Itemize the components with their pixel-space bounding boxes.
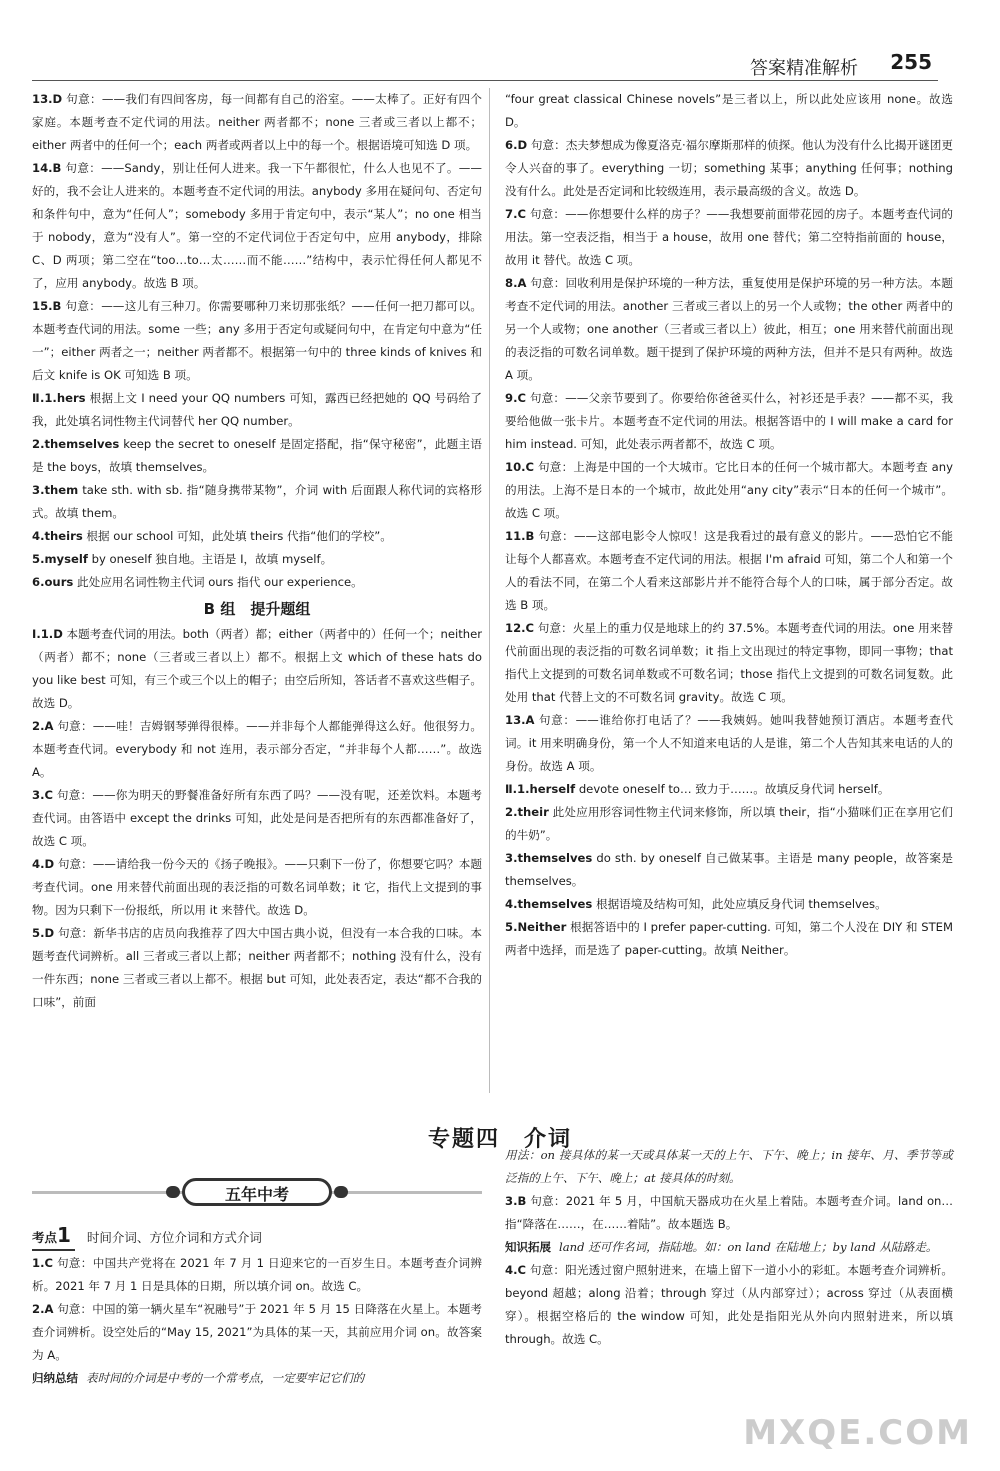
- answer-item: [32, 433, 482, 479]
- left-bottom-column: [32, 1252, 482, 1390]
- answer-number: 4.D: [32, 857, 55, 871]
- answer-item: [505, 1144, 953, 1190]
- answer-item: [505, 801, 953, 847]
- answer-item: [505, 1236, 953, 1259]
- banner-cap-right: [334, 1186, 348, 1198]
- answer-text: 句意：新华书店的店员向我推荐了四大中国古典小说，但没有一本合我的口味。本题考查代词辨析。all 三者或三者以上都；neither 两者都不；nothing 没有什么，没有一件东西；none 三者或三者以上都不。根据 but 可知，此处表否定，表达“都不合我的口味”，前面: [32, 926, 482, 1009]
- answer-list-topic4-right: [505, 1144, 953, 1351]
- answer-list-group-a: [32, 88, 482, 594]
- answer-item: [505, 778, 953, 801]
- answer-number: 5.myself: [32, 552, 88, 566]
- answer-item: [32, 571, 482, 594]
- answer-text: 句意：——谁给你打电话了？——我姨妈。她叫我替她预订酒店。本题考查代词。it 用来明确身份，第一个人不知道来电话的人是谁，第二个人告知其来电话的人的身份。故选 A 项。: [505, 713, 953, 773]
- kaodian-number: 1: [57, 1223, 71, 1247]
- answer-number: 8.A: [505, 276, 527, 290]
- answer-item: [32, 1298, 482, 1367]
- answer-text: 根据语境及结构可知，此处应填反身代词 themselves。: [595, 897, 887, 911]
- answer-number: 6.ours: [32, 575, 74, 589]
- answer-item: [32, 715, 482, 784]
- note-label: 知识拓展: [505, 1240, 551, 1254]
- answer-number: 3.them: [32, 483, 79, 497]
- header-label: 答案精准解析: [750, 58, 858, 79]
- answer-number: 1.C: [32, 1256, 53, 1270]
- answer-item: [505, 456, 953, 525]
- answer-number: 4.themselves: [505, 897, 593, 911]
- answer-number: 5.D: [32, 926, 55, 940]
- answer-list-right: [505, 88, 953, 962]
- answer-text: 根据上文 I need your QQ numbers 可知，露西已经把她的 QQ 号码给了我，此处填名词性物主代词替代 her QQ number。: [32, 391, 483, 428]
- answer-text: 句意：中国共产党将在 2021 年 7 月 1 日迎来它的一百岁生日。本题考查介词辨析。2021 年 7 月 1 日是具体的日期，所以填介词 on。故选 C。: [32, 1256, 483, 1293]
- answer-text: by oneself 独自地。主语是 I，故填 myself。: [91, 552, 333, 566]
- answer-number: 13.A: [505, 713, 535, 727]
- answer-text: 句意：火星上的重力仅是地球上的约 37.5%。本题考查代词的用法。one 用来替代前面出现的表泛指的可数名词单数；it 指上文出现过的特定事物，即同一事物；that 指代上文提到的可数名词单数或不可数名词；those 指代上文提到的可数名词复数。此处用 that 代替上文的不可数名词 gravity。故选 C 项。: [505, 621, 954, 704]
- answer-text: 此处应用名词性物主代词 ours 指代 our experience。: [77, 575, 363, 589]
- answer-number: 6.D: [505, 138, 528, 152]
- answer-number: 13.D: [32, 92, 63, 106]
- answer-item: [505, 88, 953, 134]
- answer-list-group-b: [32, 623, 482, 1014]
- right-column: [505, 88, 953, 962]
- answer-item: [32, 623, 482, 715]
- answer-number: 15.B: [32, 299, 62, 313]
- answer-text: land 还可作名词，指陆地。如：on land 在陆地上；by land 从陆路走。: [559, 1240, 938, 1254]
- kaodian-heading: [32, 1224, 262, 1251]
- answer-item: [505, 525, 953, 617]
- note-text: 表时间的介词是中考的一个常考点，一定要牢记它们的: [86, 1371, 365, 1385]
- page-header: [32, 44, 968, 78]
- answer-number: 4.theirs: [32, 529, 83, 543]
- answer-text: devote oneself to… 致力于……。故填反身代词 herself。: [578, 782, 890, 796]
- answer-text: keep the secret to oneself 是固定搭配，指“保守秘密”，此题主语是 the boys，故填 themselves。: [32, 437, 482, 474]
- answer-item: [505, 916, 953, 962]
- answer-item: [505, 272, 953, 387]
- answer-text: 句意：——你想要什么样的房子？——我想要前面带花园的房子。本题考查代词的用法。第一空表泛指，相当于 a house，故用 one 替代；第二空特指前面的 house，故用 it 替代。故选 C 项。: [505, 207, 953, 267]
- answer-item: [32, 922, 482, 1014]
- answer-text: “four great classical Chinese novels”是三者以上，所以此处应该用 none。故选 D。: [505, 92, 953, 129]
- answer-text: 句意：阳光透过窗户照射进来，在墙上留下一道小小的彩虹。本题考查介词辨析。beyond 超越；along 沿着；through 穿过（从内部穿过）；across 穿过（从表面横穿）。根据空格后的 the window 可知，此处是指阳光从外向内照射进来，所以填 through。故选 C。: [505, 1263, 953, 1346]
- answer-item: [505, 1259, 953, 1351]
- answer-number: 2.A: [32, 1302, 54, 1316]
- answer-text: 句意：——Sandy，别让任何人进来。我一下午都很忙，什么人也见不了。——好的，我不会让人进来的。本题考查不定代词的用法。anybody 多用在疑问句、否定句和条件句中，意为“任何人”；somebody 多用于肯定句中，表示“某人”；no one 相当于 nobody，意为“没有人”。第一空的不定代词位于否定句中，应用 anybody，排除 C、D 两项；第二空在“too…to…太……而不能……”结构中，表示忙得任何人都见不了，应用 anybody。故选 B 项。: [32, 161, 482, 290]
- answer-text: 句意：——你为明天的野餐准备好所有东西了吗？——没有呢，还差饮料。本题考查代词。由答语中 except the drinks 可知，此处是问是否把所有的东西都准备好了，故选 C 项。: [32, 788, 482, 848]
- answer-item: [32, 784, 482, 853]
- column-divider: [489, 88, 490, 1093]
- answer-item: [505, 387, 953, 456]
- answer-item: [32, 88, 482, 157]
- right-bottom-column: [505, 1144, 953, 1351]
- answer-number: Ⅰ.1.D: [32, 627, 63, 641]
- answer-text: 根据 our school 可知，此处填 theirs 代指“他们的学校”。: [86, 529, 392, 543]
- topic-title: 专题四 介词: [427, 1127, 572, 1152]
- answer-text: 句意：中国的第一辆火星车“祝融号”于 2021 年 5 月 15 日降落在火星上。本题考查介词辨析。设空处后的“May 15, 2021”为具体的某一天，其前应用介词 on。故答案为 A。: [32, 1302, 482, 1362]
- answer-number: 10.C: [505, 460, 535, 474]
- answer-item: [505, 617, 953, 709]
- answer-text: 句意：上海是中国的一个大城市。它比日本的任何一个城市都大。本题考查 any 的用法。上海不是日本的一个城市，故此处用“any city”表示“日本的任何一个城市”。故选 C 项。: [505, 460, 953, 520]
- answer-item: [32, 479, 482, 525]
- answer-text: 本题考查代词的用法。both（两者）都；either（两者中的）任何一个；neither（两者）都不；none（三者或三者以上）都不。根据上文 which of these hats do you like best 可知，有三个或三个以上的帽子；由空后所知，答话者不喜欢这些帽子。故选 D。: [32, 627, 482, 710]
- answer-item: [32, 157, 482, 295]
- answer-text: 句意：2021 年 5 月，中国航天器成功在火星上着陆。本题考查介词。land on…指“降落在……，在……着陆”。故本题选 B。: [505, 1194, 953, 1231]
- answer-number: 12.C: [505, 621, 535, 635]
- answer-number: Ⅱ.1.hers: [32, 391, 86, 405]
- answer-item: [32, 525, 482, 548]
- answer-item: [32, 548, 482, 571]
- section-banner: [32, 1178, 482, 1206]
- answer-item: [505, 709, 953, 778]
- answer-text: 句意：杰夫梦想成为像夏洛克·福尔摩斯那样的侦探。他认为没有什么比揭开谜团更令人兴奋的事了。everything 一切；something 某事；anything 任何事；nothing 没有什么。此处是否定词和比较级连用，表示最高级的含义。故选 D。: [505, 138, 953, 198]
- answer-text: 用法：on 接具体的某一天或具体某一天的上午、下午、晚上；in 接年、月、季节等或泛指的上午、下午、晚上；at 接具体的时刻。: [505, 1148, 953, 1185]
- kaodian-title: 时间介词、方位介词和方式介词: [86, 1230, 262, 1245]
- answer-text: 此处应用形容词性物主代词来修饰，所以填 their，指“小猫咪们正在享用它们的牛奶”。: [505, 805, 954, 842]
- answer-number: 4.C: [505, 1263, 526, 1277]
- answer-item: [505, 847, 953, 893]
- answer-number: 11.B: [505, 529, 535, 543]
- answer-number: 7.C: [505, 207, 526, 221]
- answer-number: 3.themselves: [505, 851, 593, 865]
- answer-text: 句意：——我们有四间客房，每一间都有自己的浴室。——太棒了。正好有四个家庭。本题考查不定代词的用法。neither 两者都不；none 三者或三者以上都不；either 两者中的任何一个；each 两者或两者以上中的每一个。根据语境可知选 D 项。: [32, 92, 482, 152]
- group-title: B 组 提升题组: [203, 600, 311, 618]
- answer-item: [32, 387, 482, 433]
- kaodian-badge-text: 考点: [32, 1230, 58, 1245]
- answer-number: 9.C: [505, 391, 526, 405]
- banner-cap-left: [166, 1186, 180, 1198]
- answer-item: [32, 853, 482, 922]
- answer-number: Ⅱ.1.herself: [505, 782, 576, 796]
- left-column: [32, 88, 482, 1014]
- page-number: 255: [890, 50, 932, 74]
- answer-text: 根据答语中的 I prefer paper-cutting. 可知，第二个人没在 DIY 和 STEM 两者中选择，而是选了 paper-cutting。故填 Neither。: [505, 920, 953, 957]
- answer-item: [505, 203, 953, 272]
- answer-text: 句意：——这部电影令人惊叹！这是我看过的最有意义的影片。——恐怕它不能让每个人都喜欢。本题考查不定代词的用法。根据 I'm afraid 可知，第二个人和第一个人的看法不同，在第二个人看来这部影片并不能符合每个人的口味，属于部分否定。故选 B 项。: [505, 529, 953, 612]
- kaodian-badge: [32, 1224, 75, 1251]
- answer-item: [505, 893, 953, 916]
- answer-number: 3.C: [32, 788, 53, 802]
- answer-item: [505, 134, 953, 203]
- watermark: MXQE.COM: [743, 1413, 972, 1453]
- answer-number: 2.A: [32, 719, 54, 733]
- answer-list-topic4-left: [32, 1252, 482, 1367]
- answer-item: [505, 1190, 953, 1236]
- note-summary: [32, 1367, 482, 1390]
- answer-text: 句意：——哇！吉姆钢琴弹得很棒。——并非每个人都能弹得这么好。他很努力。本题考查代词。everybody 和 not 连用，表示部分否定，“并非每个人都……”。故选 A。: [32, 719, 482, 779]
- answer-text: do sth. by oneself 自己做某事。主语是 many people，故答案是 themselves。: [505, 851, 953, 888]
- answer-number: 2.themselves: [32, 437, 120, 451]
- answer-text: 句意：回收利用是保护环境的一种方法，重复使用是保护环境的另一种方法。本题考查不定代词的用法。another 三者或三者以上的另一个人或物；the other 两者中的另一个人或物；one another（三者或三者以上）彼此，相互；one 用来替代前面出现的表泛指的可数名词单数。题干提到了保护环境的两种方法，但并不是只有两种。故选 A 项。: [505, 276, 953, 382]
- answer-text: 句意：——请给我一份今天的《扬子晚报》。——只剩下一份了，你想要它吗？本题考查代词。one 用来替代前面出现的表泛指的可数名词单数；it 它，指代上文提到的事物。因为只剩下一份报纸，所以用 it 来替代。故选 D。: [32, 857, 483, 917]
- header-rule: [32, 80, 938, 81]
- answer-number: 3.B: [505, 1194, 527, 1208]
- note-label: 归纳总结: [32, 1371, 78, 1385]
- answer-text: 句意：——父亲节要到了。你要给你爸爸买什么，衬衫还是手表？——都不买，我要给他做一张卡片。本题考查不定代词的用法。根据答语中的 I will make a card for him instead. 可知，此处表示两者都不，故选 C 项。: [505, 391, 953, 451]
- banner-label: 五年中考: [182, 1178, 332, 1206]
- answer-number: 14.B: [32, 161, 62, 175]
- answer-text: 句意：——这儿有三种刀。你需要哪种刀来切那张纸？——任何一把刀都可以。本题考查代词的用法。some 一些；any 多用于否定句或疑问句中，在肯定句中意为“任一”；either 两者之一；neither 两者都不。根据第一句中的 three kinds of knives 和后文 knife is OK 可知选 B 项。: [32, 299, 482, 382]
- answer-number: 5.Neither: [505, 920, 567, 934]
- answer-number: 2.their: [505, 805, 549, 819]
- answer-text: take sth. with sb. 指“随身携带某物”，介词 with 后面跟人称代词的宾格形式。故填 them。: [32, 483, 482, 520]
- answer-item: [32, 295, 482, 387]
- answer-item: [32, 1252, 482, 1298]
